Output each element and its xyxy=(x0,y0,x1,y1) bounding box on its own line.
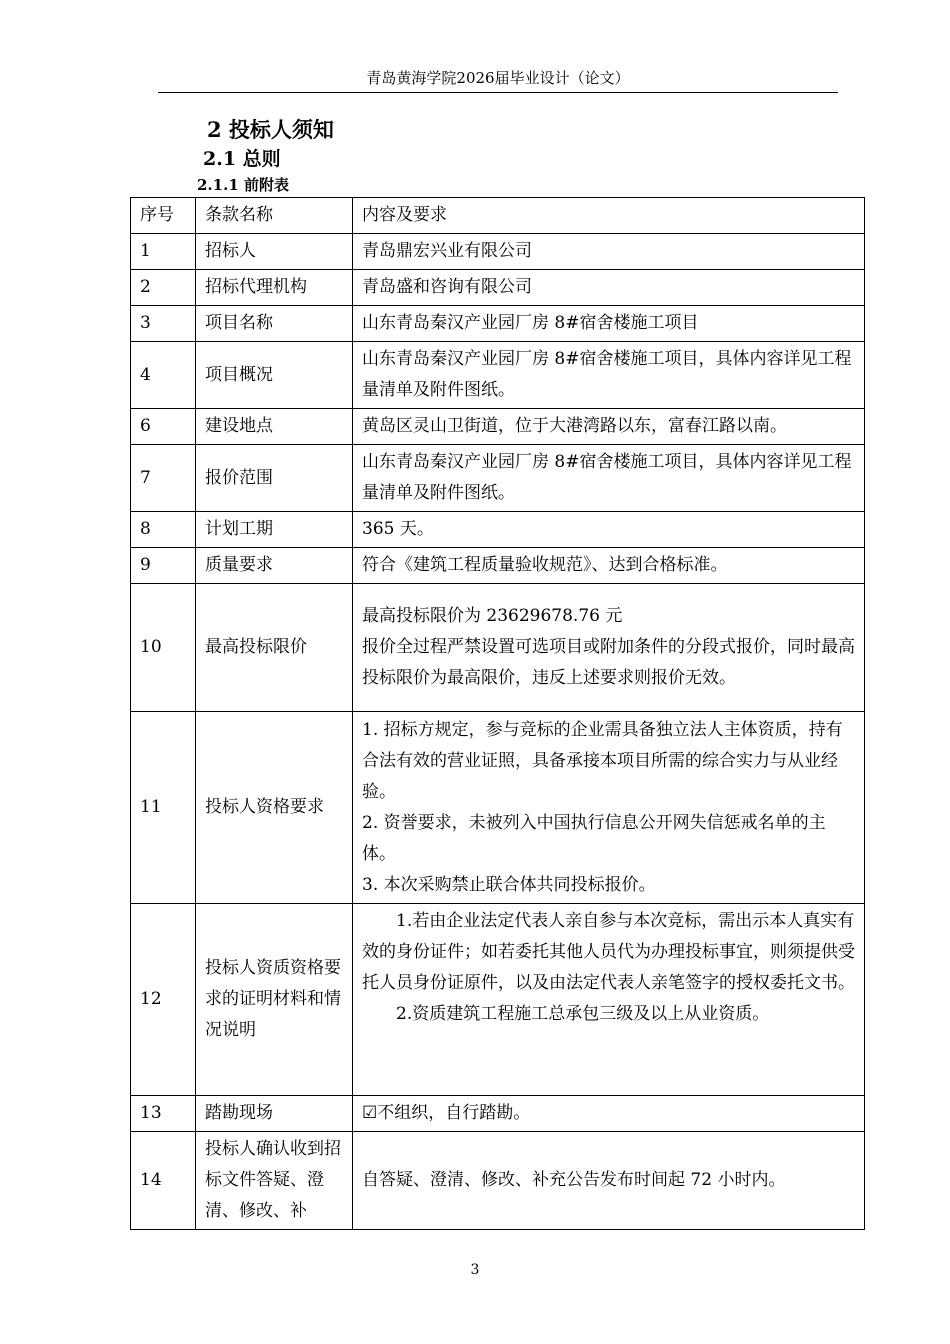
header-cell-no: 序号 xyxy=(131,198,196,234)
header-cell-name: 条款名称 xyxy=(196,198,353,234)
row-no: 13 xyxy=(131,1096,196,1132)
row-no: 14 xyxy=(131,1132,196,1230)
row-name: 招标人 xyxy=(196,234,353,270)
table-row xyxy=(131,409,865,445)
row-no: 2 xyxy=(131,270,196,306)
row-content: 青岛鼎宏兴业有限公司 xyxy=(353,234,865,270)
running-header: 青岛黄海学院2026届毕业设计（论文） xyxy=(366,69,630,87)
row-content: 山东青岛秦汉产业园厂房 8#宿舍楼施工项目，具体内容详见工程量清单及附件图纸。 xyxy=(353,342,865,409)
table-row xyxy=(131,584,865,712)
row-no: 9 xyxy=(131,548,196,584)
table-row xyxy=(131,904,865,1096)
section-heading: 2.1 总则 xyxy=(203,148,281,170)
table-row xyxy=(131,342,865,409)
row-content: 自答疑、澄清、修改、补充公告发布时间起 72 小时内。 xyxy=(353,1132,865,1230)
row-name: 踏勘现场 xyxy=(196,1096,353,1132)
table-row xyxy=(131,548,865,584)
table-header-row xyxy=(131,198,865,234)
row-name: 计划工期 xyxy=(196,512,353,548)
table-row xyxy=(131,270,865,306)
row-no: 3 xyxy=(131,306,196,342)
row-name: 招标代理机构 xyxy=(196,270,353,306)
row-name: 建设地点 xyxy=(196,409,353,445)
row-content: 青岛盛和咨询有限公司 xyxy=(353,270,865,306)
row-name: 投标人资格要求 xyxy=(196,712,353,904)
row-content: 1. 招标方规定，参与竞标的企业需具备独立法人主体资质，持有合法有效的营业证照，具备承接本项目所需的综合实力与从业经验。 2. 资誉要求，未被列入中国执行信息公开网失信惩戒名单的主体。 3. 本次采购禁止联合体共同投标报价。 xyxy=(353,712,865,904)
table-row xyxy=(131,512,865,548)
row-no: 10 xyxy=(131,584,196,712)
row-content: 山东青岛秦汉产业园厂房 8#宿舍楼施工项目 xyxy=(353,306,865,342)
row-content: 365 天。 xyxy=(353,512,865,548)
row-content: 山东青岛秦汉产业园厂房 8#宿舍楼施工项目，具体内容详见工程量清单及附件图纸。 xyxy=(353,445,865,512)
row-no: 7 xyxy=(131,445,196,512)
header-cell-content: 内容及要求 xyxy=(353,198,865,234)
row-content: 1.若由企业法定代表人亲自参与本次竞标，需出示本人真实有效的身份证件；如若委托其他人员代为办理投标事宜，则须提供受托人员身份证原件，以及由法定代表人亲笔签字的授权委托文书。 2.资质建筑工程施工总承包三级及以上从业资质。 xyxy=(353,904,865,1096)
row-name: 质量要求 xyxy=(196,548,353,584)
header-rule xyxy=(158,92,838,93)
row-name: 项目概况 xyxy=(196,342,353,409)
row-name: 报价范围 xyxy=(196,445,353,512)
chapter-heading: 2 投标人须知 xyxy=(207,117,334,142)
row-content: 最高投标限价为 23629678.76 元 报价全过程严禁设置可选项目或附加条件的分段式报价，同时最高投标限价为最高限价，违反上述要求则报价无效。 xyxy=(353,584,865,712)
row-name: 项目名称 xyxy=(196,306,353,342)
row-content: ☑不组织，自行踏勘。 xyxy=(353,1096,865,1132)
table-row xyxy=(131,1132,865,1230)
bidder-instructions-table xyxy=(130,197,865,1230)
row-no: 1 xyxy=(131,234,196,270)
table-row xyxy=(131,445,865,512)
row-no: 12 xyxy=(131,904,196,1096)
row-content: 黄岛区灵山卫街道，位于大港湾路以东，富春江路以南。 xyxy=(353,409,865,445)
row-name: 最高投标限价 xyxy=(196,584,353,712)
row-no: 11 xyxy=(131,712,196,904)
page-number: 3 xyxy=(470,1262,480,1278)
table-row xyxy=(131,234,865,270)
table-row xyxy=(131,712,865,904)
row-no: 8 xyxy=(131,512,196,548)
row-content: 符合《建筑工程质量验收规范》、达到合格标准。 xyxy=(353,548,865,584)
row-no: 4 xyxy=(131,342,196,409)
row-name: 投标人确认收到招标文件答疑、澄清、修改、补 xyxy=(196,1132,353,1230)
row-no: 6 xyxy=(131,409,196,445)
table-row xyxy=(131,306,865,342)
row-name: 投标人资质资格要求的证明材料和情况说明 xyxy=(196,904,353,1096)
subsection-heading: 2.1.1 前附表 xyxy=(197,176,289,194)
table-row xyxy=(131,1096,865,1132)
